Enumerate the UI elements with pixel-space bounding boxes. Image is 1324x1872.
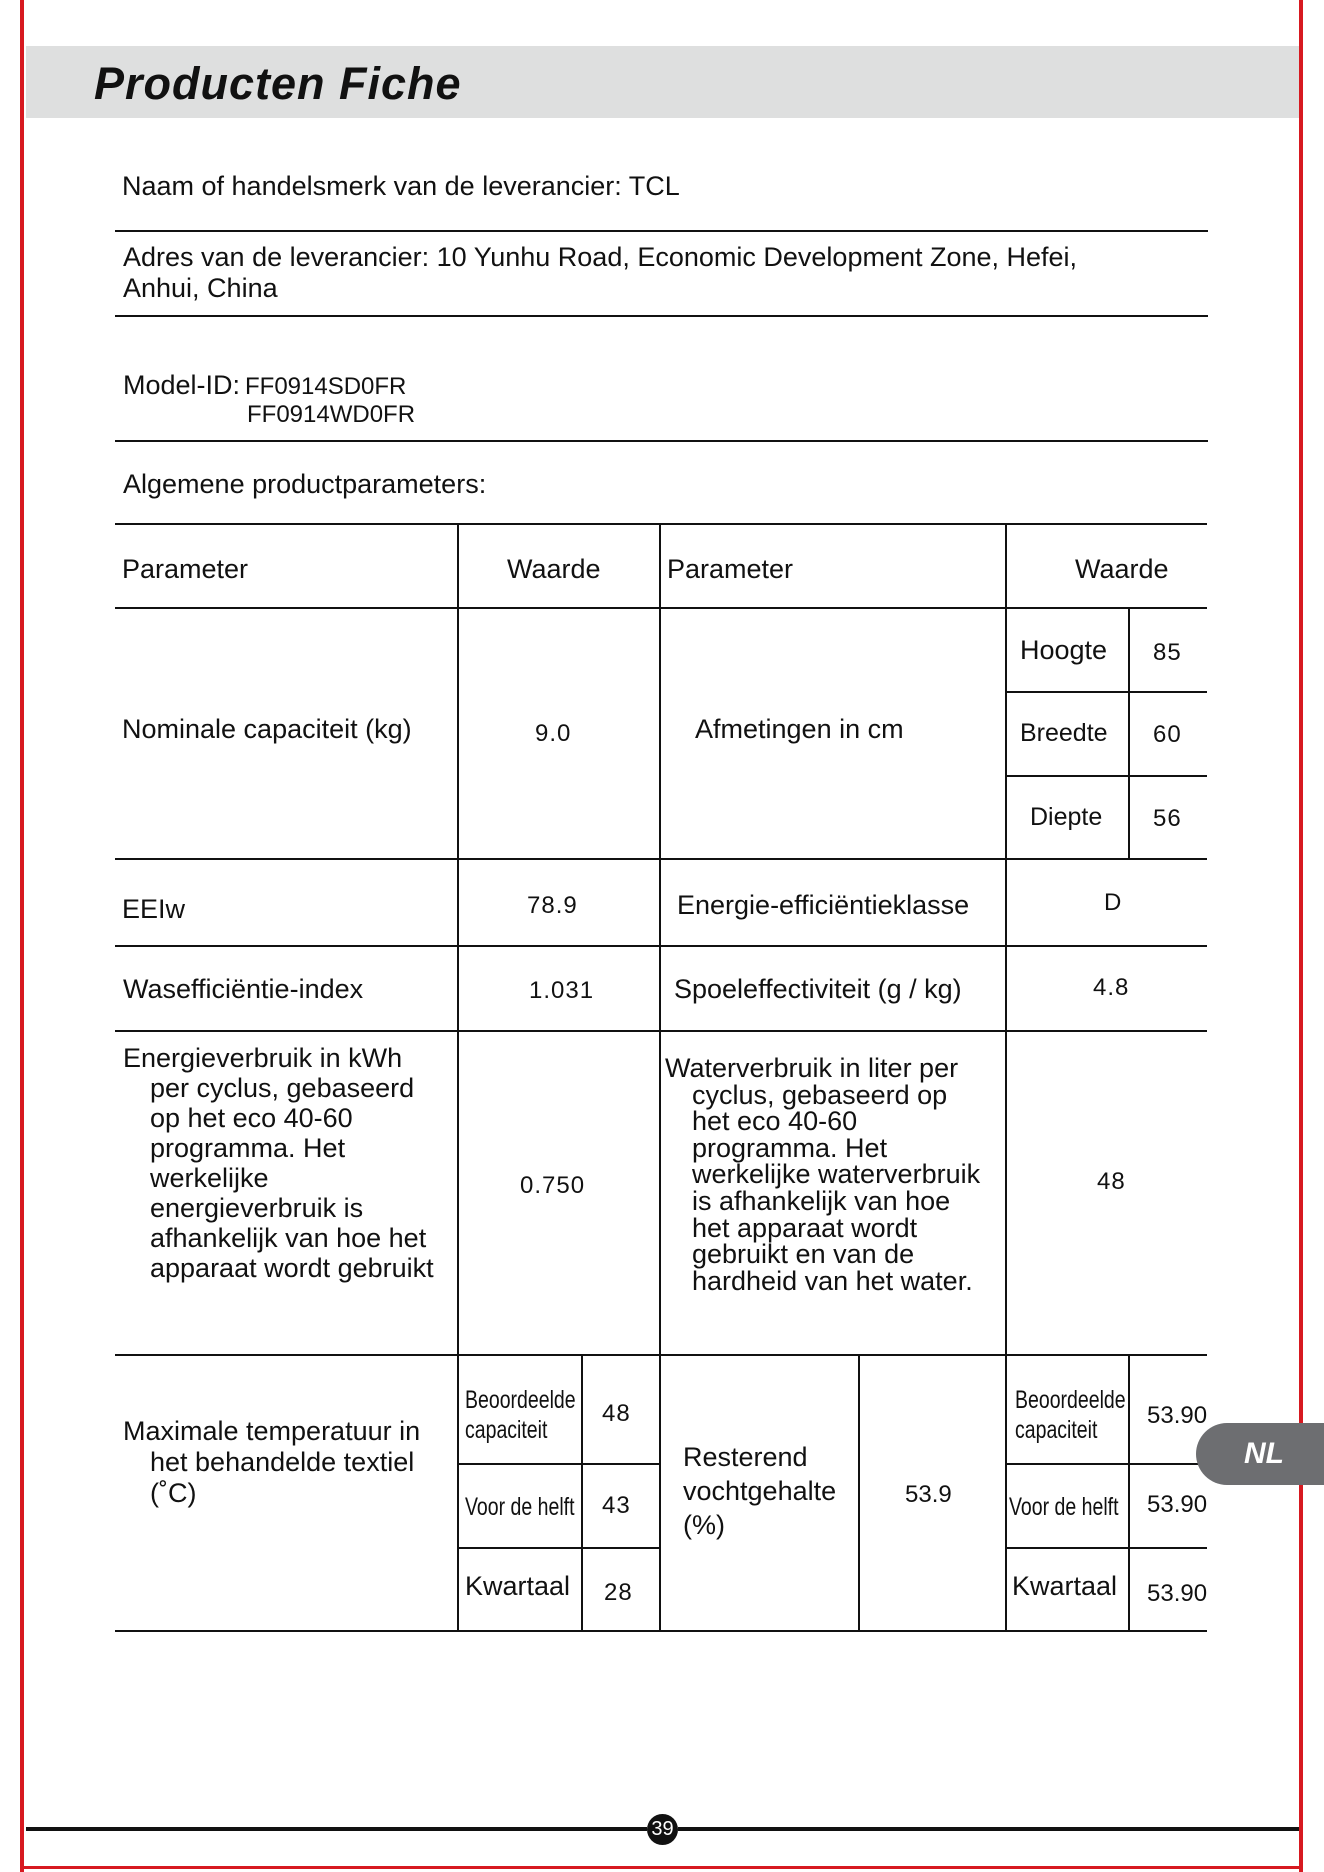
supplier-address-line1: Adres van de leverancier: 10 Yunhu Road, Economic Development Zone, Hefei, [123, 242, 1078, 272]
energy-use-label [123, 1043, 434, 1283]
water-use-line: hardheid van het water. [692, 1265, 973, 1296]
moisture-line: (%) [683, 1510, 725, 1540]
moisture-line: vochtgehalte [683, 1476, 837, 1506]
page-number: 39 [647, 1814, 678, 1845]
water-use-line: cyclus, gebaseerd op [692, 1079, 948, 1110]
eeiw-value: 78.9 [527, 892, 578, 919]
dimension-width-value: 60 [1153, 721, 1182, 748]
energy-class-label: Energie-efficiëntieklasse [677, 890, 970, 920]
model-id-1: FF0914SD0FR [245, 373, 407, 400]
header-parameter-2: Parameter [667, 554, 794, 584]
water-use-line: gebruikt en van de [692, 1239, 915, 1270]
divider [115, 230, 1208, 232]
energy-use-line: apparaat wordt gebruikt [150, 1253, 434, 1283]
dimension-width-label: Breedte [1020, 719, 1108, 747]
dimension-height-label: Hoogte [1020, 635, 1108, 665]
supplier-address-line2: Anhui, China [123, 273, 278, 303]
max-temp-rated-line: Beoordeelde [465, 1386, 576, 1414]
moisture-value: 53.9 [905, 1481, 952, 1508]
water-use-line: het apparaat wordt [692, 1212, 918, 1243]
water-use-line: is afhankelijk van hoe [692, 1185, 951, 1216]
moisture-rated-line: Beoordeelde [1015, 1386, 1126, 1414]
moisture-quarter-label: Kwartaal [1012, 1571, 1118, 1601]
energy-use-line: op het eco 40-60 [150, 1103, 353, 1133]
energy-use-line: Energieverbruik in kWh [123, 1043, 403, 1073]
footer-rule-left [26, 1827, 647, 1831]
title-band [26, 46, 1299, 118]
capacity-label: Nominale capaciteit (kg) [122, 714, 412, 744]
moisture-quarter-value: 53.90 [1147, 1580, 1208, 1607]
moisture-line: Resterend [683, 1442, 808, 1472]
page-title: Producten Fiche [94, 58, 462, 109]
footer-rule-right [678, 1827, 1299, 1831]
model-label: Model-ID: [123, 370, 241, 400]
frame-left-border [20, 0, 24, 1872]
supplier-name: Naam of handelsmerk van de leverancier: TCL [122, 171, 680, 201]
energy-use-line: afhankelijk van hoe het [150, 1223, 427, 1253]
moisture-rated-line: capaciteit [1015, 1416, 1098, 1444]
language-tab-nl[interactable]: NL [1196, 1423, 1324, 1485]
water-use-line: het eco 40-60 [692, 1106, 858, 1137]
moisture-half-value: 53.90 [1147, 1491, 1208, 1518]
energy-use-line: programma. Het [150, 1133, 346, 1163]
max-temp-quarter-value: 28 [604, 1579, 633, 1606]
max-temp-line: Maximale temperatuur in [123, 1416, 421, 1446]
energy-use-line: energieverbruik is [150, 1193, 364, 1223]
rinse-label: Spoeleffectiviteit (g / kg) [674, 974, 962, 1004]
water-use-line: werkelijke waterverbruik [692, 1159, 981, 1190]
moisture-rated-value: 53.90 [1147, 1402, 1208, 1429]
max-temp-line: het behandelde textiel [150, 1447, 415, 1477]
energy-use-value: 0.750 [520, 1172, 586, 1199]
moisture-half-label: Voor de helft [1009, 1493, 1119, 1521]
divider [115, 440, 1208, 442]
max-temp-line: (˚C) [150, 1478, 197, 1508]
frame-right-border [1299, 0, 1303, 1872]
general-parameters-heading: Algemene productparameters: [123, 469, 487, 499]
energy-use-line: per cyclus, gebaseerd [150, 1073, 415, 1103]
max-temp-rated-line: capaciteit [465, 1416, 548, 1444]
max-temp-half-value: 43 [602, 1492, 631, 1519]
frame-bottom-border [20, 1866, 1303, 1869]
model-id-2: FF0914WD0FR [247, 401, 416, 428]
capacity-value: 9.0 [535, 720, 572, 747]
rinse-value: 4.8 [1093, 974, 1130, 1001]
header-parameter-1: Parameter [122, 554, 249, 584]
dimensions-label: Afmetingen in cm [695, 714, 904, 744]
header-value-2: Waarde [1075, 554, 1169, 584]
water-use-line: Waterverbruik in liter per [665, 1053, 959, 1083]
dimension-depth-label: Diepte [1030, 803, 1103, 831]
energy-use-line: werkelijke [150, 1163, 269, 1193]
moisture-rated-label [1015, 1385, 1126, 1445]
max-temp-label [123, 1416, 420, 1509]
max-temp-rated-label [465, 1385, 576, 1445]
wash-index-value: 1.031 [529, 977, 595, 1004]
max-temp-quarter-label: Kwartaal [465, 1571, 571, 1601]
header-value-1: Waarde [507, 554, 601, 584]
wash-index-label: Wasefficiëntie-index [123, 974, 364, 1004]
moisture-label [683, 1440, 836, 1542]
water-use-label [665, 1055, 980, 1294]
divider [115, 315, 1208, 317]
water-use-value: 48 [1097, 1168, 1126, 1195]
water-use-line: programma. Het [692, 1132, 888, 1163]
max-temp-half-label: Voor de helft [465, 1493, 575, 1521]
eeiw-label: EEIw [122, 894, 186, 924]
dimension-depth-value: 56 [1153, 805, 1182, 832]
energy-class-value: D [1104, 889, 1123, 916]
max-temp-rated-value: 48 [602, 1400, 631, 1427]
dimension-height-value: 85 [1153, 639, 1182, 666]
